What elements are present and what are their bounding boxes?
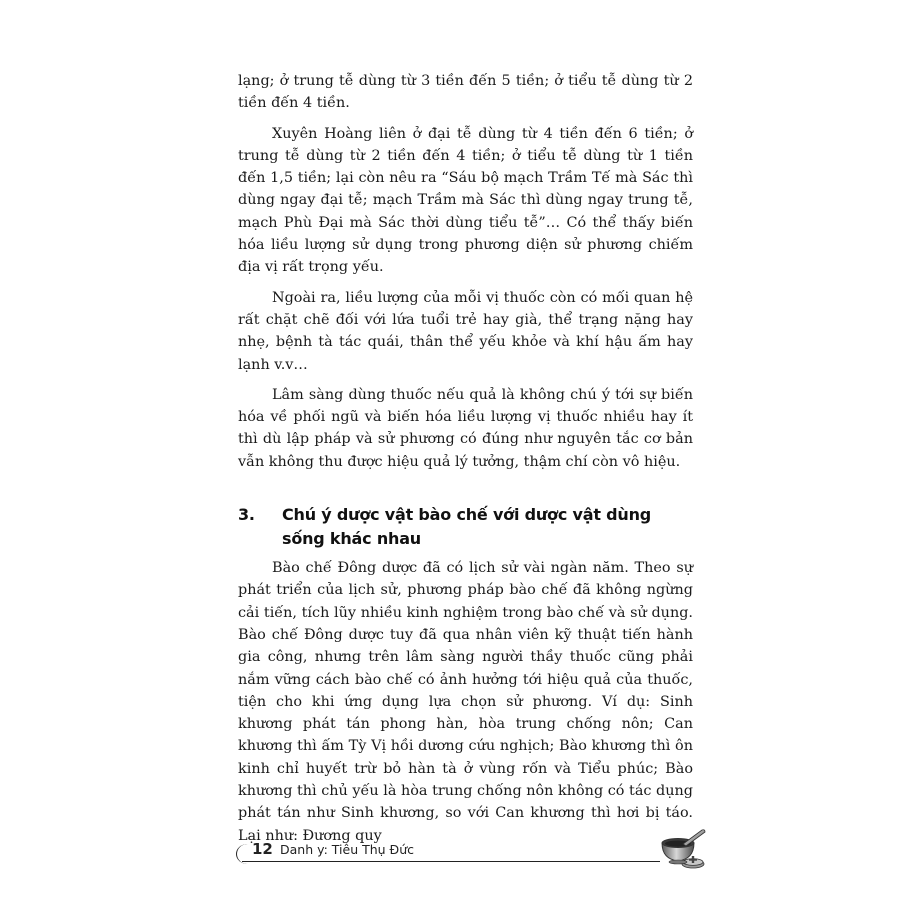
body-text	[238, 70, 693, 855]
section-title: Chú ý dược vật bào chế với dược vật dùng sống khác nhau	[282, 505, 652, 549]
paragraph-continued: lạng; ở trung tễ dùng từ 3 tiền đến 5 tiền; ở tiểu tễ dùng từ 2 tiền đến 4 tiền.	[238, 73, 693, 112]
paragraph-lieu-luong: Ngoài ra, liều lượng của mỗi vị thuốc còn có mối quan hệ rất chặt chẽ đối với lứa tuổi trẻ hay già, thể trạng nặng hay nhẹ, bệnh tà tác quái, thân thể yếu khỏe và khí hậu ấm hay lạnh v.v…	[238, 289, 693, 373]
page-number: 12	[252, 840, 273, 858]
page-footer	[236, 834, 706, 874]
paragraph-bao-che: Bào chế Đông dược đã có lịch sử vài ngàn năm. Theo sự phát triển của lịch sử, phương pháp bào chế đã không ngừng cải tiến, tích lũy nhiều kinh nghiệm trong bào chế và sử dụng. Bào chế Đông dược tuy đã qua nhân viên kỹ thuật tiến hành gia công, nhưng trên lâm sàng người thầy thuốc cũng phải nắm vững cách bào chế có ảnh hưởng tới hiệu quả của thuốc, tiện cho khi ứng dụng lựa chọn sử phương. Ví dụ: Sinh khương phát tán phong hàn, hòa trung chống nôn; Can khương thì ấm Tỳ Vị hồi dương cứu nghịch; Bào khương thì ôn kinh chỉ huyết trừ bỏ hàn tà ở vùng rốn và Tiểu phúc; Bào khương thì chủ yếu là hòa trung chống nôn không có tác dụng phát tán như Sinh khương, so với Can khương thì hơi bị táo. Lại như: Đương quy	[238, 560, 693, 844]
section-heading	[238, 503, 693, 551]
footer-rule	[242, 861, 660, 862]
paragraph-lam-sang: Lâm sàng dùng thuốc nếu quả là không chú ý tới sự biến hóa về phối ngũ và biến hóa liều lượng vị thuốc nhiều hay ít thì dù lập pháp và sử phương có đúng như nguyên tắc cơ bản vẫn không thu được hiệu quả lý tưởng, thậm chí còn vô hiệu.	[238, 386, 693, 470]
running-footer-author: Danh y: Tiêu Thụ Đức	[280, 842, 415, 857]
paragraph-xuyen-hoang-lien: Xuyên Hoàng liên ở đại tễ dùng từ 4 tiền đến 6 tiền; ở trung tễ dùng từ 2 tiền đến 4 tiền; ở tiểu tễ dùng từ 1 tiền đến 1,5 tiền; lại còn nêu ra “Sáu bộ mạch Trầm Tế mà Sác thì dùng ngay đại tễ; mạch Trầm mà Sác thì dùng ngay trung tễ, mạch Phù Đại mà Sác thời dùng tiểu tễ”… Có thể thấy biến hóa liều lượng sử dụng trong phương diện sử phương chiếm địa vị rất trọng yếu.	[238, 125, 693, 276]
mortar-pestle-icon	[656, 828, 708, 872]
section-number: 3.	[238, 505, 255, 525]
